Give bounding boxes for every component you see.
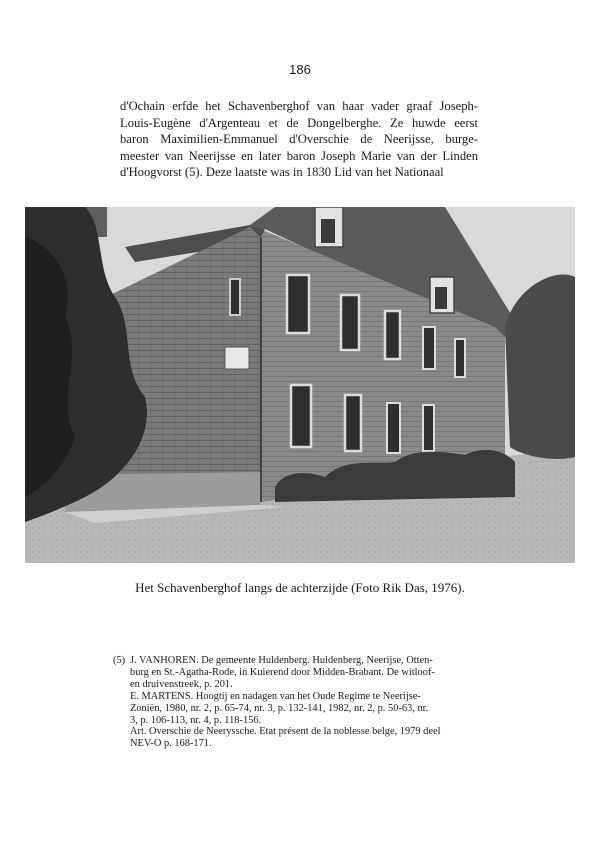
dormer-window [321,219,335,243]
footnote-line: J. VANHOREN. De gemeente Huldenberg. Huldenberg, Neerijse, Otten- [130,655,433,666]
window [345,395,361,451]
birdhouse [225,347,249,369]
footnote-line: NEV-O p. 168-171. [130,738,212,750]
footnote-body [130,655,473,750]
footnote-line: Art. Overschie de Neeryssche. Etat présent de la noblesse belge, 1979 deel [130,726,441,738]
window [385,311,400,359]
footnote-line: Zoniën, 1980, nr. 2, p. 65-74, nr. 3, p. 132-141, 1982, nr. 2, p. 50-63, nr. [130,702,429,714]
body-line: meester van Neerijsse en later baron Joseph Marie van der Linden [120,148,478,163]
page-number: 186 [289,62,311,77]
dormer-window [435,287,447,309]
window [455,339,465,377]
window [423,405,434,451]
body-line: d'Hoogvorst (5). Deze laatste was in 1830 Lid van het Nationaal [120,165,444,180]
footnote-line: E. MARTENS. Hoogtij en nadagen van het Oude Regime te Neerijse- [130,690,421,702]
footnote-5 [113,655,473,750]
footnotes [113,655,473,750]
house-photo [25,207,575,563]
body-line: d'Ochain erfde het Schavenberghof van haar vader graaf Joseph- [120,99,478,113]
window [291,385,311,447]
body-line: baron Maximilien-Emmanuel d'Overschie de Neerijsse, burge- [120,132,478,147]
footnote-line: burg en St.-Agatha-Rode, in Kuierend door Midden-Brabant. De witloof- [130,666,435,678]
footnote-line: 3, p. 106-113, nr. 4, p. 118-156. [130,714,262,726]
footnote-line: en druivenstreek, p. 201. [130,678,233,690]
window [341,295,359,350]
photo-caption: Het Schavenberghof langs de achterzijde (Foto Rik Das, 1976). [135,580,465,595]
window [423,327,435,369]
body-line: Louis-Eugène d'Argenteau et de Dongelberghe. Ze huwde eerst [120,115,478,130]
body-paragraph [120,98,478,181]
window [287,275,309,333]
footnote-marker: (5) [113,655,126,666]
window [230,279,240,315]
door [387,403,400,453]
